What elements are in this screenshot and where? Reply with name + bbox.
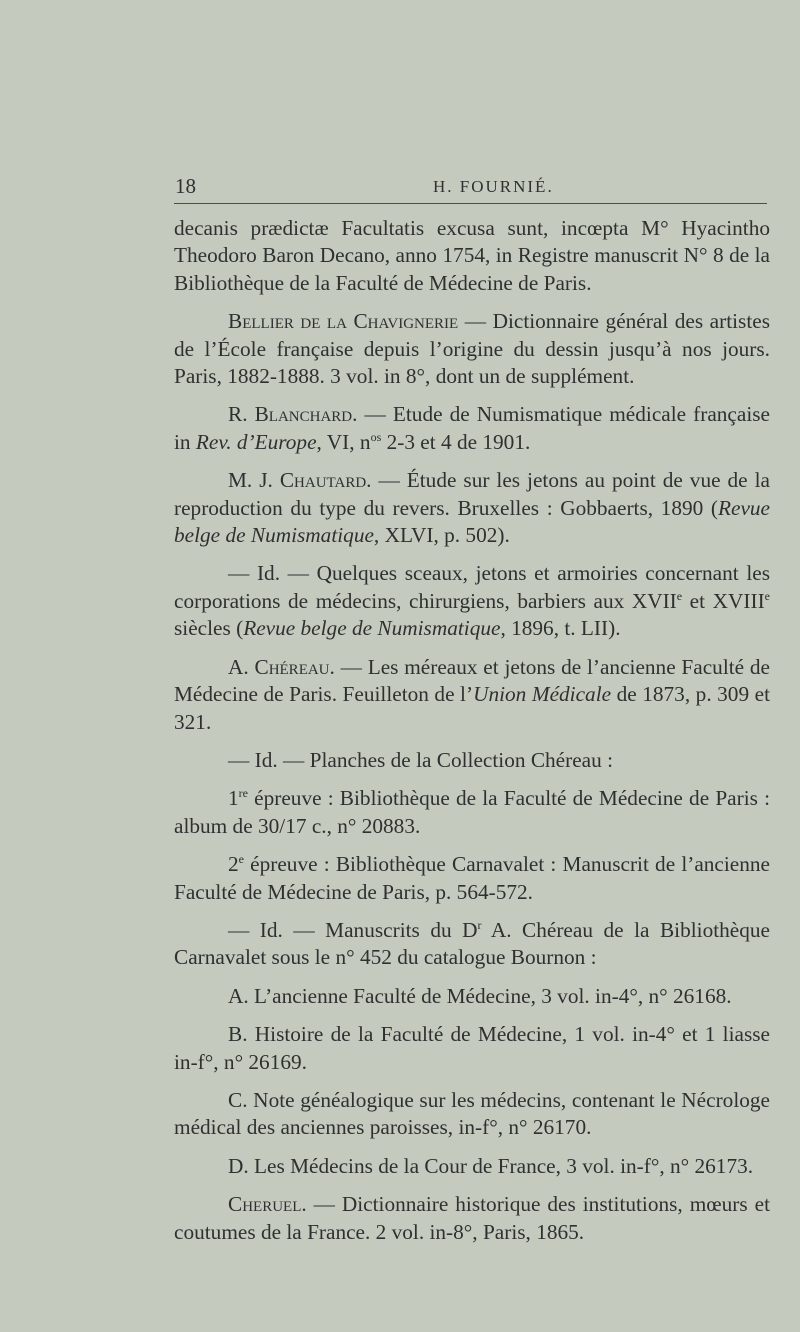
paragraph-continuation: decanis prædictæ Facultatis excusa sunt, incœpta M° Hyacintho Theodoro Baron Decano, anno 1754, in Registre manuscrit N° 8 de la Bibliothèque de la Faculté de Médecine de Paris.	[174, 216, 770, 295]
entry-chereau: A. Chéreau. — Les méreaux et jetons de l’ancienne Faculté de Médecine de Paris. Feuilleton de l’Union Médicale de 1873, p. 309 et 321.	[174, 654, 771, 734]
bibliography-text	[174, 215, 770, 1246]
journal-title: Revue belge de Numismatique	[243, 616, 501, 641]
author-name: Cheruel.	[228, 1192, 307, 1217]
entry-chautard: M. J. Chautard. — Étude sur les jetons au point de vue de la reproduction du type du revers. Bruxelles : Gobbaerts, 1890 (Revue belge de Numismatique, XLVI, p. 502).	[174, 468, 770, 548]
page-number: 18	[175, 174, 196, 198]
header-rule	[174, 203, 767, 204]
author-name: Chéreau.	[254, 654, 335, 679]
author-name: Blanchard.	[254, 402, 358, 427]
entry-bellier: Bellier de la Chavignerie — Dictionnaire général des artistes de l’École française depuis l’origine du dessin jusqu’à nos jours. Paris, 1882-1888. 3 vol. in 8°, dont un de supplément.	[174, 309, 770, 389]
journal-title: Rev. d’Europe	[195, 429, 317, 454]
entry-chereau-planches: — Id. — Planches de la Collection Chéreau :	[228, 747, 614, 772]
list-item-b: B. Histoire de la Faculté de Médecine, 1 vol. in-4° et 1 liasse in-f°, n° 26169.	[174, 1022, 770, 1074]
entry-chautard-id: — Id. — Quelques sceaux, jetons et armoiries concernant les corporations de médecins, chirurgiens, barbiers aux XVIIe et XVIIIe siècles (Revue belge de Numismatique, 1896, t. LII).	[174, 561, 770, 641]
author-name: Chautard.	[279, 468, 372, 493]
entry-chereau-manuscrits: — Id. — Manuscrits du $D^r$ A. Chéreau de la Bibliothèque Carnavalet sous le n° 452 du catalogue Bournon :	[174, 917, 770, 970]
journal-title: Revue belge de Numismatique	[174, 495, 770, 548]
entry-blanchard: R. Blanchard. — Etude de Numismatique médicale française in Rev. d’Europe, VI, $n^{os}$ 2-3 et 4 de 1901.	[174, 402, 770, 454]
entry-epreuve-2: 2e épreuve : Bibliothèque Carnavalet : Manuscrit de l’ancienne Faculté de Médecine de Paris, p. 564-572.	[174, 852, 770, 904]
list-item-a: A. L’ancienne Faculté de Médecine, 3 vol. in-4°, n° 26168.	[228, 983, 732, 1008]
page-header	[175, 174, 767, 200]
list-item-d: D. Les Médecins de la Cour de France, 3 vol. in-f°, n° 26173.	[228, 1153, 754, 1178]
list-item-c: C. Note généalogique sur les médecins, contenant le Nécrologe médical des anciennes paroisses, in-f°, n° 26170.	[174, 1087, 770, 1140]
journal-title: Union Médicale	[473, 682, 612, 707]
author-name: Bellier de la Chavignerie	[228, 309, 459, 334]
entry-cheruel: Cheruel. — Dictionnaire historique des institutions, mœurs et coutumes de la France. 2 vol. in-8°, Paris, 1865.	[174, 1192, 770, 1244]
entry-epreuve-1: 1re épreuve : Bibliothèque de la Faculté de Médecine de Paris : album de 30/17 c., n° 20883.	[174, 786, 770, 838]
running-head: H. FOURNIÉ.	[433, 177, 554, 196]
